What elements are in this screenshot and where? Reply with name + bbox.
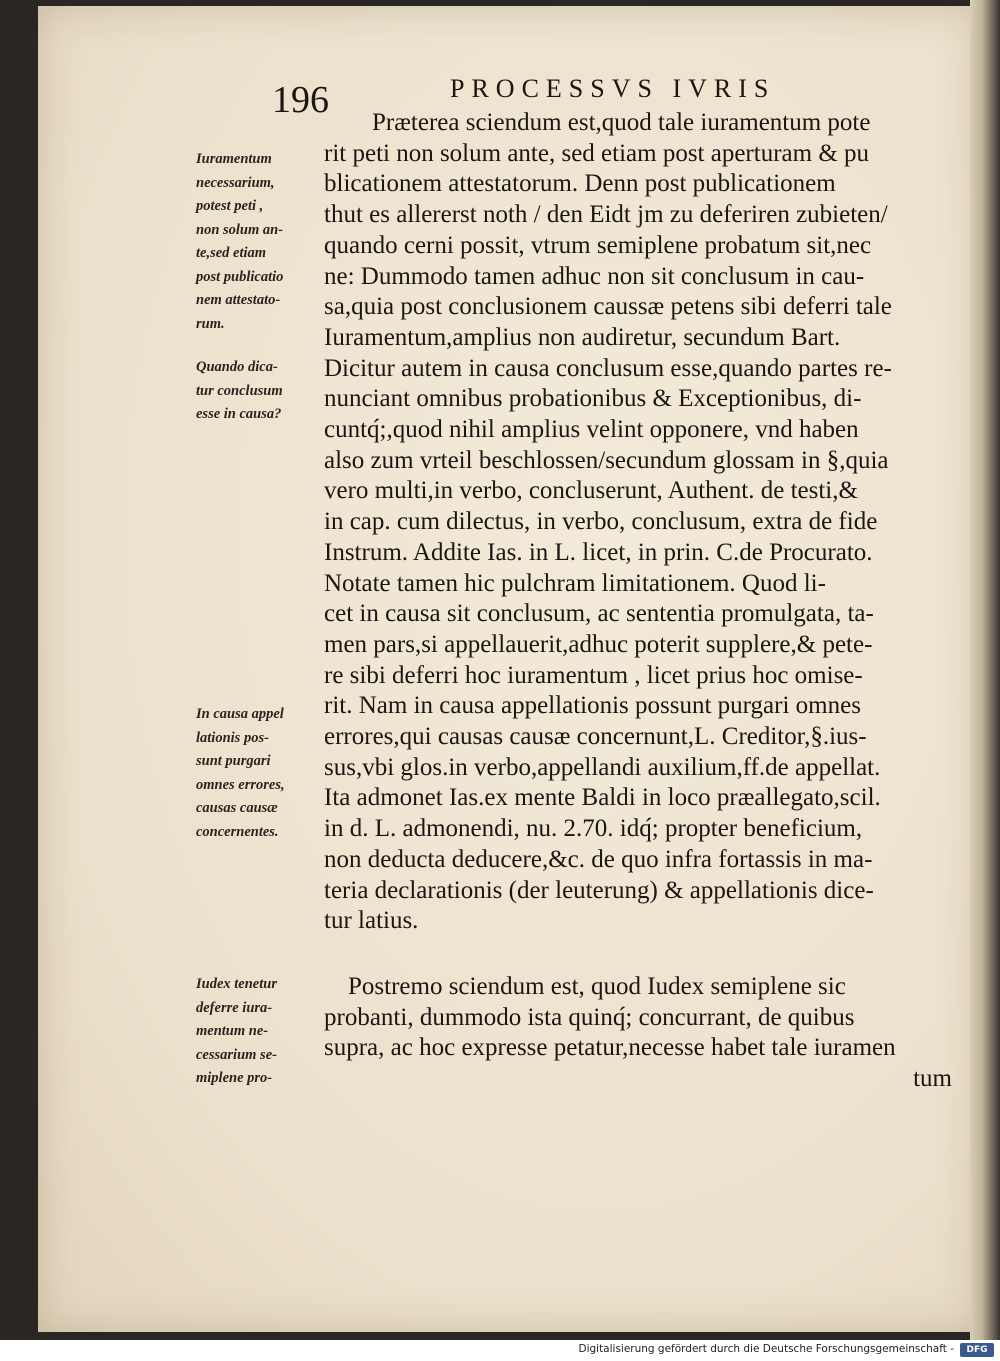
text-line: Ita admonet Ias.ex mente Baldi in loco præallegato,scil.: [324, 784, 881, 812]
digitization-credit: Digitalisierung gefördert durch die Deutsche Forschungsgemeinschaft -: [578, 1343, 954, 1355]
margin-note-3: In causa appel lationis pos- sunt purgari omnes errores, causas causæ concernentes.: [196, 706, 285, 840]
text-line: errores,qui causas causæ concernunt,L. Creditor,§.ius-: [324, 723, 867, 751]
paragraph-postremo: [324, 972, 956, 1095]
text-line: rit. Nam in causa appellationis possunt purgari omnes: [324, 692, 861, 720]
margin-note-1: Iuramentum necessarium, potest peti , non solum an- te,sed etiam post publicatio nem attestato- rum.: [196, 151, 284, 332]
text-line: tur latius.: [324, 907, 419, 935]
text-line: Postremo sciendum est, quod Iudex semiplene sic: [348, 973, 846, 1000]
text-line: vero multi,in verbo, concluserunt, Authent. de testi,&: [324, 477, 858, 505]
text-line: thut es allererst noth / den Eidt jm zu deferiren zubieten/: [324, 201, 888, 229]
text-line: in cap. cum dilectus, in verbo, conclusum, extra de fide: [324, 508, 878, 536]
text-line: Iuramentum,amplius non audiretur, secundum Bart.: [324, 323, 841, 351]
margin-note-2: Quando dica- tur conclusum esse in causa?: [196, 359, 283, 422]
text-line: tum: [913, 1065, 952, 1093]
text-line: men pars,si appellauerit,adhuc poterit supplere,& pete-: [324, 630, 873, 658]
text-line: sa,quia post conclusionem caussæ petens sibi deferri tale: [324, 293, 892, 321]
text-line: supra, ac hoc expresse petatur,necesse habet tale iuramen: [324, 1034, 896, 1062]
text-line: ne: Dummodo tamen adhuc non sit conclusum in cau-: [324, 262, 865, 290]
text-line: non deducta deducere,&c. de quo infra fortassis in ma-: [324, 845, 873, 873]
text-line: Notate tamen hic pulchram limitationem. Quod li-: [324, 569, 826, 597]
text-line: Præterea sciendum est,quod tale iuramentum pote: [372, 109, 871, 136]
text-line: Instrum. Addite Ias. in L. licet, in prin. C.de Procurato.: [324, 538, 873, 566]
page-edge-shadow: [970, 0, 1000, 1340]
text-line: re sibi deferri hoc iuramentum , licet prius hoc omise-: [324, 661, 863, 689]
text-line: cuntq́;,quod nihil amplius velint opponere, vnd haben: [324, 416, 859, 444]
page-number: 196: [272, 79, 329, 121]
text-line: nunciant omnibus probationibus & Exceptionibus, di-: [324, 385, 862, 413]
margin-note-4: Iudex tenetur deferre iura- mentum ne- cessarium se- miplene pro-: [196, 976, 277, 1086]
text-line: quando cerni possit, vtrum semiplene probatum sit,nec: [324, 231, 872, 259]
text-line: cet in causa sit conclusum, ac sententia promulgata, ta-: [324, 600, 874, 628]
paragraph-main: [324, 108, 956, 937]
text-line: also zum vrteil beschlossen/secundum glossam in §,quia: [324, 446, 889, 474]
text-line: Dicitur autem in causa conclusum esse,quando partes re-: [324, 354, 892, 382]
text-line: probanti, dummodo ista quinq́; concurrant, de quibus: [324, 1003, 855, 1031]
dfg-logo: DFG: [960, 1343, 994, 1357]
running-title: PROCESSVS IVRIS: [450, 74, 776, 103]
text-line: sus,vbi glos.in verbo,appellandi auxilium,ff.de appellat.: [324, 753, 881, 781]
text-line: blicationem attestatorum. Denn post publicationem: [324, 170, 836, 198]
text-line: in d. L. admonendi, nu. 2.70. idq́; propter beneficium,: [324, 815, 863, 843]
text-line: rit peti non solum ante, sed etiam post aperturam & pu: [324, 139, 870, 167]
text-line: teria declarationis (der leuterung) & appellationis dice-: [324, 876, 874, 904]
